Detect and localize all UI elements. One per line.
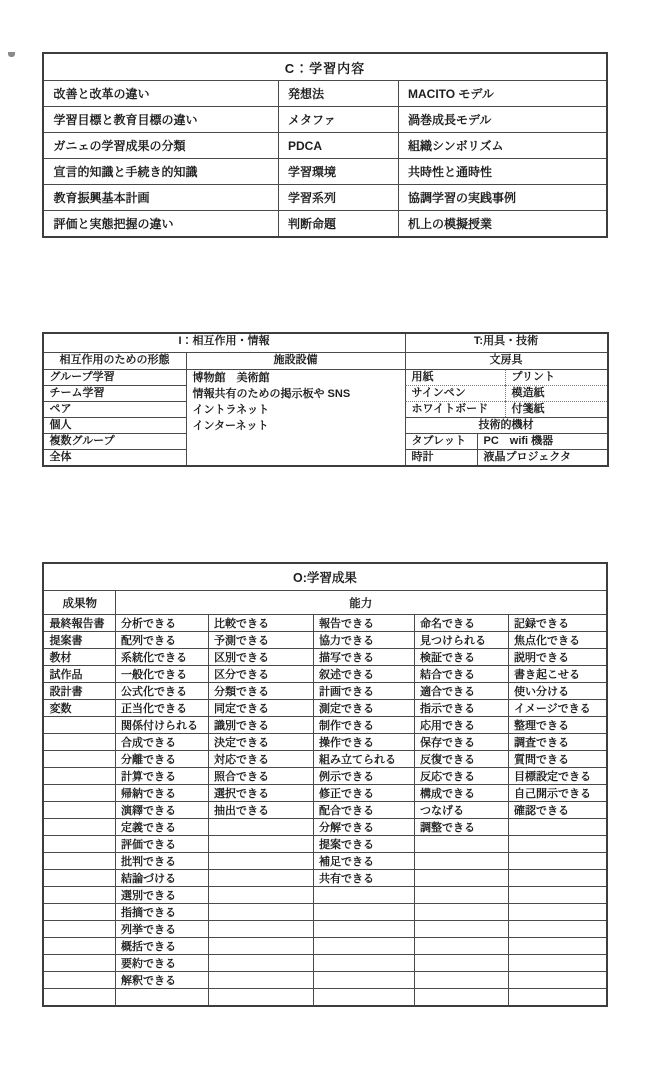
table-cell — [43, 955, 115, 972]
table-cell — [43, 768, 115, 785]
table-cell: 修正できる — [313, 785, 414, 802]
table-cell: 焦点化できる — [508, 632, 606, 649]
table-learning-outcomes — [42, 562, 607, 1007]
i-section-title: I：相互作用・情報 — [178, 335, 270, 347]
table-cell — [414, 904, 508, 921]
stationery-cell: 付箋紙 — [505, 401, 607, 417]
table-cell — [414, 921, 508, 938]
table-cell: 協力できる — [313, 632, 414, 649]
table-cell: 評価と実態把握の違い — [43, 211, 278, 238]
table-cell — [414, 972, 508, 989]
table-cell: 報告できる — [313, 615, 414, 632]
table-cell — [414, 853, 508, 870]
table-row — [43, 938, 606, 955]
table-row — [43, 632, 606, 649]
table-row — [43, 666, 606, 683]
table-cell: 応用できる — [414, 717, 508, 734]
table-cell: 列挙できる — [115, 921, 208, 938]
table-cell — [508, 972, 606, 989]
table-cell: 改善と改革の違い — [43, 81, 278, 107]
table-cell: 学習系列 — [278, 185, 398, 211]
table-c-body — [43, 81, 606, 238]
table-row — [43, 836, 606, 853]
table-cell — [208, 819, 313, 836]
table-cell — [414, 836, 508, 853]
table-cell: 指示できる — [414, 700, 508, 717]
table-cell: 協調学習の実践事例 — [398, 185, 606, 211]
table-cell: 同定できる — [208, 700, 313, 717]
table-cell: 例示できる — [313, 768, 414, 785]
table-cell: 提案書 — [43, 632, 115, 649]
table-cell: 組み立てられる — [313, 751, 414, 768]
table-cell — [508, 853, 606, 870]
table-cell: 共時性と通時性 — [398, 159, 606, 185]
table-cell: 保存できる — [414, 734, 508, 751]
table-cell — [43, 853, 115, 870]
table-cell: 構成できる — [414, 785, 508, 802]
table-interaction-and-tools — [42, 332, 609, 467]
interaction-form-cell: 個人 — [44, 417, 186, 433]
table-cell: 測定できる — [313, 700, 414, 717]
table-cell — [208, 989, 313, 1006]
table-cell — [313, 989, 414, 1006]
table-cell: 批判できる — [115, 853, 208, 870]
table-cell: 組織シンボリズム — [398, 133, 606, 159]
table-cell: 使い分ける — [508, 683, 606, 700]
table-row — [43, 887, 606, 904]
table-cell: 公式化できる — [115, 683, 208, 700]
table-cell — [208, 904, 313, 921]
table-row — [43, 734, 606, 751]
table-learning-content — [42, 52, 607, 238]
table-cell: 要約できる — [115, 955, 208, 972]
table-cell: 確認できる — [508, 802, 606, 819]
table-cell: 選択できる — [208, 785, 313, 802]
interaction-form-cell: グループ学習 — [44, 369, 186, 385]
table-row — [43, 159, 606, 185]
table-cell: 照合できる — [208, 768, 313, 785]
scan-artifact — [8, 52, 15, 57]
table-cell: 適合できる — [414, 683, 508, 700]
table-cell — [313, 921, 414, 938]
table-cell — [313, 955, 414, 972]
table-cell: 区別できる — [208, 649, 313, 666]
table-row — [43, 185, 606, 211]
table-cell — [208, 887, 313, 904]
table-row — [43, 768, 606, 785]
table-cell: 反応できる — [414, 768, 508, 785]
table-cell: 区分できる — [208, 666, 313, 683]
facilities-header: 施設設備 — [186, 352, 405, 369]
table-row — [43, 591, 606, 615]
table-row — [43, 870, 606, 887]
table-cell — [43, 887, 115, 904]
table-cell: 計画できる — [313, 683, 414, 700]
table-cell: 反復できる — [414, 751, 508, 768]
table-row — [43, 819, 606, 836]
table-row — [43, 615, 606, 632]
table-cell — [208, 853, 313, 870]
interaction-form-header: 相互作用のための形態 — [44, 352, 186, 369]
table-cell: 一般化できる — [115, 666, 208, 683]
table-cell: 予測できる — [208, 632, 313, 649]
table-cell — [414, 955, 508, 972]
table-row — [43, 921, 606, 938]
table-cell — [43, 836, 115, 853]
table-cell — [43, 972, 115, 989]
table-cell: 解釈できる — [115, 972, 208, 989]
table-cell — [414, 938, 508, 955]
stationery-cell: 模造紙 — [505, 385, 607, 401]
stationery-cell: プリント — [505, 369, 607, 385]
table-cell: 指摘できる — [115, 904, 208, 921]
table-cell: 見つけられる — [414, 632, 508, 649]
table-cell — [43, 989, 115, 1006]
table-cell: つなげる — [414, 802, 508, 819]
table-cell: 分析できる — [115, 615, 208, 632]
table-cell: 命名できる — [414, 615, 508, 632]
facility-line: 情報共有のための掲示板や SNS — [192, 388, 351, 400]
table-cell: 定義できる — [115, 819, 208, 836]
outcome-column-header: 成果物 — [43, 591, 115, 615]
table-cell: 説明できる — [508, 649, 606, 666]
table-cell — [43, 717, 115, 734]
table-cell: 関係付けられる — [115, 717, 208, 734]
table-cell: 質問できる — [508, 751, 606, 768]
table-cell — [508, 955, 606, 972]
interaction-form-cell: チーム学習 — [44, 385, 186, 401]
facility-line: インターネット — [192, 420, 269, 432]
table-row — [43, 751, 606, 768]
stationery-cell: サインペン — [405, 385, 505, 401]
table-cell: 計算できる — [115, 768, 208, 785]
table-row — [43, 133, 606, 159]
table-cell: 書き起こせる — [508, 666, 606, 683]
table-cell: 制作できる — [313, 717, 414, 734]
interaction-form-cell: 全体 — [44, 449, 186, 465]
table-row — [43, 904, 606, 921]
table-cell — [43, 734, 115, 751]
table-cell: メタファ — [278, 107, 398, 133]
table-row — [43, 853, 606, 870]
table-row — [43, 211, 606, 238]
table-cell: 設計書 — [43, 683, 115, 700]
interaction-form-cell: ペア — [44, 401, 186, 417]
table-row — [43, 700, 606, 717]
table-cell — [414, 989, 508, 1006]
table-cell: 自己開示できる — [508, 785, 606, 802]
table-cell — [208, 955, 313, 972]
table-cell: 整理できる — [508, 717, 606, 734]
stationery-cell: ホワイトボード — [405, 401, 505, 417]
table-row — [43, 563, 606, 591]
table-o-title: O:学習成果 — [43, 563, 606, 591]
table-cell — [43, 921, 115, 938]
stationery-cell: 用紙 — [405, 369, 505, 385]
table-cell: 結合できる — [414, 666, 508, 683]
table-cell: 記録できる — [508, 615, 606, 632]
table-cell — [508, 904, 606, 921]
table-cell: 試作品 — [43, 666, 115, 683]
table-cell: 調査できる — [508, 734, 606, 751]
table-row — [43, 717, 606, 734]
table-cell — [43, 938, 115, 955]
table-cell: 目標設定できる — [508, 768, 606, 785]
table-cell: PDCA — [278, 133, 398, 159]
table-cell: 分類できる — [208, 683, 313, 700]
table-cell: 分離できる — [115, 751, 208, 768]
table-cell: 結論づける — [115, 870, 208, 887]
table-cell — [508, 836, 606, 853]
table-cell — [43, 819, 115, 836]
table-cell: 共有できる — [313, 870, 414, 887]
tech-cell: 時計 — [405, 449, 477, 465]
table-cell: 教材 — [43, 649, 115, 666]
table-cell: 対応できる — [208, 751, 313, 768]
table-cell — [208, 921, 313, 938]
table-cell: 調整できる — [414, 819, 508, 836]
table-cell: 描写できる — [313, 649, 414, 666]
table-cell: 最終報告書 — [43, 615, 115, 632]
table-cell: 配列できる — [115, 632, 208, 649]
table-cell: 識別できる — [208, 717, 313, 734]
table-cell — [508, 870, 606, 887]
table-row — [43, 53, 606, 81]
interaction-form-cell: 複数グループ — [44, 433, 186, 449]
table-cell — [508, 819, 606, 836]
table-row — [43, 955, 606, 972]
table-cell: 合成できる — [115, 734, 208, 751]
table-row — [43, 683, 606, 700]
table-cell: 提案できる — [313, 836, 414, 853]
table-cell — [43, 870, 115, 887]
table-cell: 宣言的知識と手続き的知識 — [43, 159, 278, 185]
table-cell — [508, 938, 606, 955]
table-cell: 叙述できる — [313, 666, 414, 683]
scanned-document-page — [0, 52, 650, 1076]
facility-line: イントラネット — [192, 404, 270, 416]
table-cell: 演繹できる — [115, 802, 208, 819]
table-cell — [414, 870, 508, 887]
table-cell: 教育振興基本計画 — [43, 185, 278, 211]
table-cell: 学習目標と教育目標の違い — [43, 107, 278, 133]
table-cell: 渦巻成長モデル — [398, 107, 606, 133]
table-cell: 選別できる — [115, 887, 208, 904]
table-o-body — [43, 615, 606, 1006]
table-cell: 机上の模擬授業 — [398, 211, 606, 238]
t-section-title: T:用具・技術 — [405, 334, 607, 352]
table-cell: イメージできる — [508, 700, 606, 717]
facility-line: 博物館 美術館 — [192, 372, 270, 384]
table-cell — [43, 785, 115, 802]
table-cell — [313, 938, 414, 955]
facilities-cell — [186, 369, 405, 465]
table-cell: 補足できる — [313, 853, 414, 870]
table-cell — [208, 938, 313, 955]
table-cell — [208, 972, 313, 989]
table-cell — [43, 904, 115, 921]
table-cell: 比較できる — [208, 615, 313, 632]
table-cell — [313, 887, 414, 904]
table-cell: 抽出できる — [208, 802, 313, 819]
table-row — [43, 989, 606, 1006]
table-row — [43, 649, 606, 666]
table-cell: 検証できる — [414, 649, 508, 666]
table-cell: 概括できる — [115, 938, 208, 955]
ability-column-header: 能力 — [115, 591, 606, 615]
table-cell — [115, 989, 208, 1006]
table-row — [43, 81, 606, 107]
table-cell: 分解できる — [313, 819, 414, 836]
table-cell — [508, 887, 606, 904]
table-row — [43, 972, 606, 989]
table-cell: 系統化できる — [115, 649, 208, 666]
table-cell: 判断命題 — [278, 211, 398, 238]
tech-cell: PC wifi 機器 — [477, 433, 607, 449]
table-cell — [43, 751, 115, 768]
table-cell: 変数 — [43, 700, 115, 717]
table-row — [43, 802, 606, 819]
table-cell — [313, 904, 414, 921]
table-cell: 決定できる — [208, 734, 313, 751]
table-row — [43, 785, 606, 802]
table-cell — [313, 972, 414, 989]
table-cell — [508, 921, 606, 938]
table-cell: MACITO モデル — [398, 81, 606, 107]
table-cell — [208, 870, 313, 887]
table-c-title: C：学習内容 — [43, 53, 606, 81]
table-row — [43, 107, 606, 133]
table-cell: 学習環境 — [278, 159, 398, 185]
table-cell: 評価できる — [115, 836, 208, 853]
table-cell — [508, 989, 606, 1006]
table-cell — [414, 887, 508, 904]
table-cell: 帰納できる — [115, 785, 208, 802]
table-cell: ガニェの学習成果の分類 — [43, 133, 278, 159]
table-cell: 発想法 — [278, 81, 398, 107]
table-cell — [208, 836, 313, 853]
table-cell: 操作できる — [313, 734, 414, 751]
tech-equipment-header: 技術的機材 — [405, 417, 607, 433]
table-cell: 配合できる — [313, 802, 414, 819]
table-cell — [43, 802, 115, 819]
tech-cell: タブレット — [405, 433, 477, 449]
stationery-header: 文房具 — [405, 352, 607, 369]
tech-cell: 液晶プロジェクタ — [477, 449, 607, 465]
table-cell: 正当化できる — [115, 700, 208, 717]
